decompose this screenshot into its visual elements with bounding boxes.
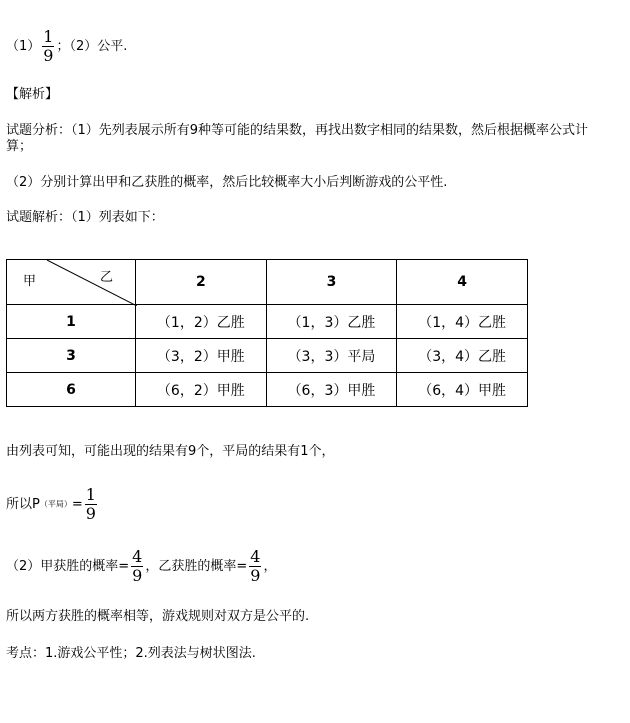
col-header: 2 bbox=[136, 260, 267, 305]
table-cell: （6，2）甲胜 bbox=[136, 373, 267, 407]
table-header-row bbox=[7, 260, 528, 305]
corner-col-label: 乙 bbox=[99, 270, 113, 285]
part2-line bbox=[6, 548, 276, 585]
prob-draw-line bbox=[6, 486, 99, 523]
part2-prefix: （2）甲获胜的概率= bbox=[6, 559, 130, 574]
row-header: 6 bbox=[7, 373, 136, 407]
col-header: 4 bbox=[397, 260, 528, 305]
prob-draw-sub: （平局） bbox=[39, 499, 72, 509]
part2-fraction-yi: $\frac{4}{9}$ bbox=[250, 547, 261, 585]
analysis-line-3: （2）分别计算出甲和乙获胜的概率，然后比较概率大小后判断游戏的公平性. bbox=[6, 175, 448, 190]
part2-suffix: ， bbox=[263, 559, 277, 574]
table-cell: （1，2）乙胜 bbox=[136, 305, 267, 339]
answer-part2: ；（2）公平. bbox=[56, 39, 128, 54]
keypoints-line: 考点：1.游戏公平性；2.列表法与树状图法. bbox=[6, 646, 256, 661]
conclusion-line: 所以两方获胜的概率相等，游戏规则对双方是公平的. bbox=[6, 609, 310, 624]
part2-mid: ，乙获胜的概率= bbox=[145, 559, 248, 574]
table-row bbox=[7, 373, 528, 407]
analysis-heading: 【解析】 bbox=[6, 87, 59, 102]
analysis-line-2: 算； bbox=[6, 139, 33, 154]
row-header: 1 bbox=[7, 305, 136, 339]
table-cell: （6，4）甲胜 bbox=[397, 373, 528, 407]
table-cell: （3，2）甲胜 bbox=[136, 339, 267, 373]
table-row bbox=[7, 339, 528, 373]
corner-row-label: 甲 bbox=[23, 274, 37, 289]
prob-draw-prefix: 所以P bbox=[6, 497, 40, 512]
answer-line bbox=[6, 28, 127, 65]
prob-draw-eq: = bbox=[71, 497, 83, 512]
solution-intro: 试题解析：（1）列表如下： bbox=[6, 210, 164, 225]
table-cell: （1，4）乙胜 bbox=[397, 305, 528, 339]
table-cell: （3，3）平局 bbox=[266, 339, 397, 373]
row-header: 3 bbox=[7, 339, 136, 373]
table-cell: （6，3）甲胜 bbox=[266, 373, 397, 407]
analysis-line-1: 试题分析：（1）先列表展示所有9种等可能的结果数，再找出数字相同的结果数，然后根据概率公式计 bbox=[6, 123, 589, 138]
col-header: 3 bbox=[266, 260, 397, 305]
table-cell: （1，3）乙胜 bbox=[266, 305, 397, 339]
table-cell: （3，4）乙胜 bbox=[397, 339, 528, 373]
prob-draw-fraction: $\frac{1}{9}$ bbox=[85, 485, 96, 523]
summary-line: 由列表可知，可能出现的结果有9个，平局的结果有1个， bbox=[6, 444, 335, 459]
outcome-table bbox=[6, 259, 528, 407]
answer-part1-label: （1） bbox=[6, 39, 41, 54]
answer-fraction: $\frac{1}{9}$ bbox=[43, 27, 54, 65]
part2-fraction-jia: $\frac{4}{9}$ bbox=[132, 547, 143, 585]
table-corner-cell bbox=[7, 260, 136, 305]
table-row bbox=[7, 305, 528, 339]
